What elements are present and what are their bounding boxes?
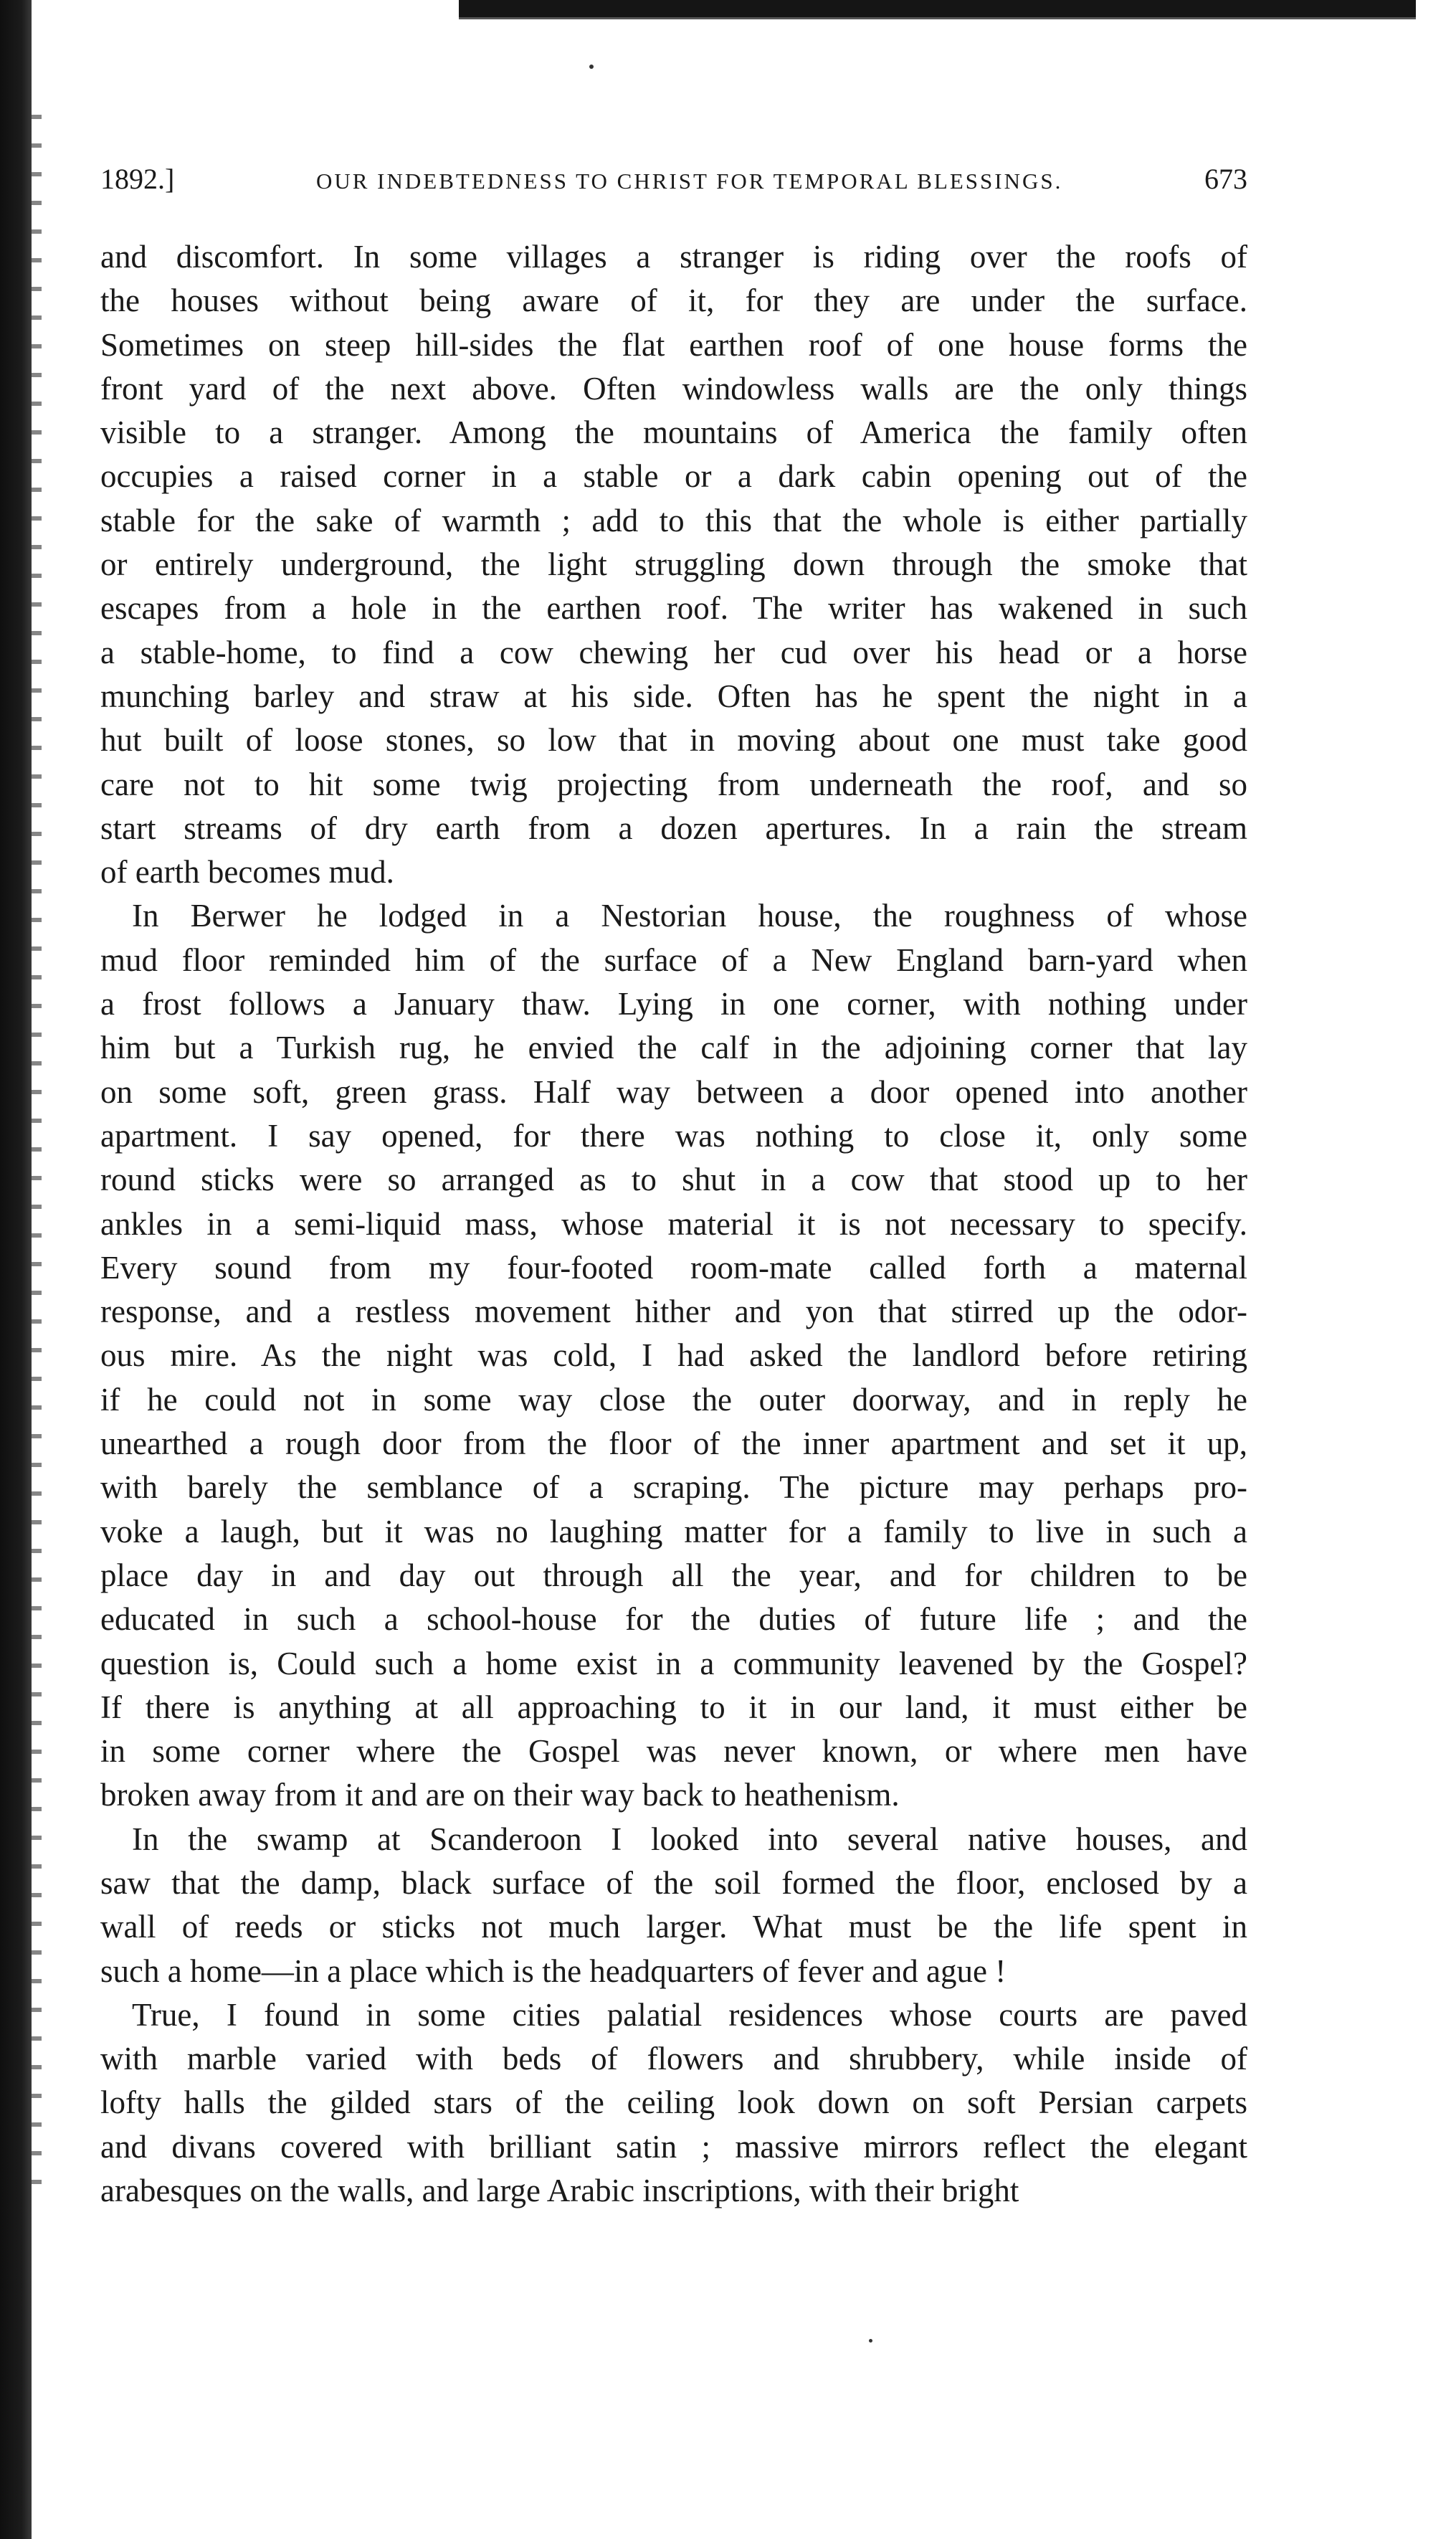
text-line: round sticks were so arranged as to shut in a cow that stood up to her — [100, 1162, 1247, 1198]
text-line: occupies a raised corner in a stable or a dark cabin opening out of the — [100, 458, 1247, 495]
text-line: stable for the sake of warmth ; add to this that the whole is either partially — [100, 502, 1247, 538]
text-line: question is, Could such a home exist in a community leavened by the Gospel? — [100, 1645, 1247, 1681]
text-line: visible to a stranger. Among the mountains of America the family often — [100, 414, 1247, 451]
text-line: such a home—in a place which is the headquarters of fever and ague ! — [100, 1952, 1007, 1989]
text-line: or entirely underground, the light struggling down through the smoke that — [100, 546, 1247, 583]
top-scan-rule — [459, 0, 1416, 19]
text-line: with marble varied with beds of flowers and shrubbery, while inside of — [100, 2041, 1247, 2077]
header-date: 1892.] — [100, 163, 175, 195]
text-line: him but a Turkish rug, he envied the calf in the adjoining corner that lay — [100, 1030, 1247, 1066]
scan-speck — [589, 65, 594, 69]
text-line: response, and a restless movement hither and yon that stirred up the odor- — [100, 1294, 1247, 1330]
text-line: munching barley and straw at his side. Often has he spent the night in a — [100, 678, 1247, 714]
text-line: a frost follows a January thaw. Lying in one corner, with nothing under — [100, 986, 1247, 1022]
text-line: In Berwer he lodged in a Nestorian house, the roughness of whose — [132, 898, 1247, 934]
text-line: front yard of the next above. Often windowless walls are the only things — [100, 370, 1247, 407]
text-line: lofty halls the gilded stars of the ceiling look down on soft Persian carpets — [100, 2084, 1247, 2121]
text-line: unearthed a rough door from the floor of the inner apartment and set it up, — [100, 1425, 1247, 1462]
text-line: place day in and day out through all the year, and for children to be — [100, 1557, 1247, 1593]
binding-marks — [32, 115, 42, 2194]
text-line: a stable-home, to find a cow chewing her cud over his head or a horse — [100, 634, 1247, 670]
paragraph — [100, 1818, 1247, 1993]
text-line: in some corner where the Gospel was never known, or where men have — [100, 1733, 1247, 1770]
text-line: mud floor reminded him of the surface of a New England barn-yard when — [100, 941, 1247, 978]
paragraph — [100, 894, 1247, 1817]
text-line: saw that the damp, black surface of the soil formed the floor, enclosed by a — [100, 1864, 1247, 1901]
page-binding-edge — [0, 0, 32, 2539]
text-line: escapes from a hole in the earthen roof. The writer has wakened in such — [100, 590, 1247, 627]
text-line: care not to hit some twig projecting from underneath the roof, and so — [100, 766, 1247, 802]
text-line: wall of reeds or sticks not much larger. What must be the life spent in — [100, 1909, 1247, 1945]
page-body — [100, 235, 1247, 2213]
text-line: if he could not in some way close the outer doorway, and in reply he — [100, 1381, 1247, 1418]
paragraph — [100, 1993, 1247, 2213]
text-line: hut built of loose stones, so low that in moving about one must take good — [100, 722, 1247, 759]
text-line: voke a laugh, but it was no laughing matter for a family to live in such a — [100, 1513, 1247, 1549]
text-line: ous mire. As the night was cold, I had asked the landlord before retiring — [100, 1337, 1247, 1374]
running-header — [100, 162, 1247, 198]
text-line: True, I found in some cities palatial residences whose courts are paved — [132, 1996, 1247, 2033]
text-line: If there is anything at all approaching to it in our land, it must either be — [100, 1689, 1247, 1725]
text-line: educated in such a school-house for the duties of future life ; and the — [100, 1601, 1247, 1638]
text-line: and discomfort. In some villages a stranger is riding over the roofs of — [100, 239, 1247, 275]
running-title: OUR INDEBTEDNESS TO CHRIST FOR TEMPORAL BLESSINGS. — [315, 169, 1063, 194]
text-line: arabesques on the walls, and large Arabic inscriptions, with their bright — [100, 2173, 1019, 2209]
text-line: the houses without being aware of it, for they are under the surface. — [100, 283, 1247, 319]
text-line: and divans covered with brilliant satin ; massive mirrors reflect the elegant — [100, 2128, 1247, 2165]
text-line: ankles in a semi-liquid mass, whose material it is not necessary to specify. — [100, 1205, 1247, 1242]
text-line: start streams of dry earth from a dozen apertures. In a rain the stream — [100, 810, 1247, 846]
text-line: of earth becomes mud. — [100, 854, 394, 891]
scan-speck — [869, 2339, 872, 2343]
page-number: 673 — [1204, 163, 1247, 195]
text-line: apartment. I say opened, for there was nothing to close it, only some — [100, 1117, 1247, 1154]
text-line: Sometimes on steep hill-sides the flat earthen roof of one house forms the — [100, 326, 1247, 363]
top-scan-rule-thin — [459, 17, 1416, 19]
text-line: with barely the semblance of a scraping. The picture may perhaps pro- — [100, 1469, 1247, 1506]
text-line: broken away from it and are on their way back to heathenism. — [100, 1777, 900, 1813]
text-line: on some soft, green grass. Half way between a door opened into another — [100, 1073, 1247, 1110]
text-line: In the swamp at Scanderoon I looked into several native houses, and — [132, 1821, 1247, 1857]
text-line: Every sound from my four-footed room-mate called forth a maternal — [100, 1249, 1247, 1286]
paragraph — [100, 235, 1247, 894]
